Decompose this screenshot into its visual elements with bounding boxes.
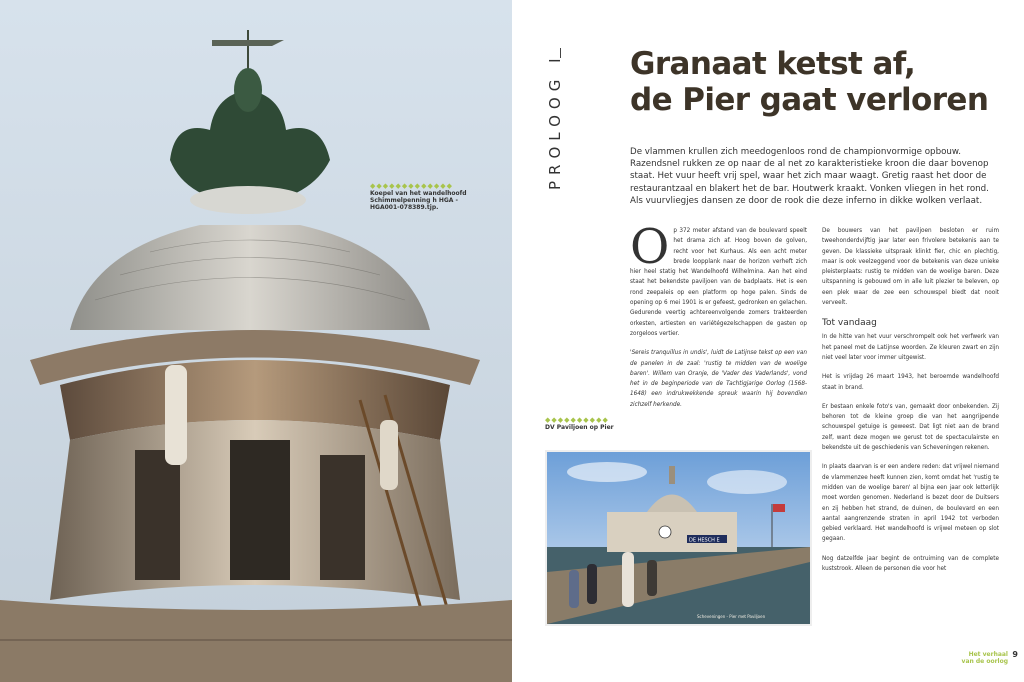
paragraph: Op 372 meter afstand van de boulevard speelt het drama zich af. Hoog boven de golven, recht voor het Kurhaus. Als een acht meter brede loopplank naar de horizon verheft zich hier heel statig het Wandelhoofd Wilhelmina. Aan het eind staat het bekendste paviljoen van de badplaats. Het is een rond zeepaleis op een platform op hoge palen. Sinds de opening op 6 mei 1901 is er gefeest, gedronken en gelachen. Gedurende veertig achtereenvolgende zomers trakteerden orkesten, artiesten en variétégezelschappen de gasten op zorgeloos vertier.: [630, 219, 807, 337]
paragraph: In de hitte van het vuur verschrompelt ook het verfwerk van het paneel met de Latijnse woorden. Ze kleuren zwart en zijn niet veel later voor immer uitgewist.: [822, 334, 999, 361]
pavilion: [607, 512, 737, 552]
crown-base: [190, 186, 306, 214]
person: [647, 560, 657, 596]
postcard-imprint: Scheveningen - Pier met Paviljoen: [697, 614, 766, 619]
paragraph: Er bestaan enkele foto's van, gemaakt door onbekenden. Zij behoren tot de kleine groep die van het aangrijpende schouwspel getuige is geweest. Dat ligt niet aan de brand zelf, want deze mogen we gerust tot de spectaculairste en bekendste uit de geschiedenis van Scheveningen rekenen.: [822, 403, 999, 452]
window-center: [230, 440, 290, 580]
paragraph: In plaats daarvan is er een andere reden: dat vrijwel niemand de vlammenzee heeft kunnen zien, komt omdat het 'rustig te midden van de woelige baren' al bijna een jaar ook letterlijk moet worden genomen. Nederland is bezet door de Duitsers en zij hebben het strand, de duinen, de boulevard en een aantal aangrenzende straten in april 1942 tot verboden gebied verklaard. Het wandelhoofd is vrijwel meteen op slot gegaan.: [822, 464, 999, 543]
window-right: [320, 455, 365, 580]
pier-postcard: [545, 450, 812, 626]
person: [569, 570, 579, 608]
cloud: [567, 462, 647, 482]
subheading: Tot vandaag: [822, 318, 877, 329]
dome-caption-text: Koepel van het wandelhoofd Schimmelpenning h HGA - HGA001-078389.tjp.: [370, 190, 467, 211]
footer-title-line-2: van de oorlog: [961, 658, 1008, 665]
text-column-2: [822, 226, 999, 583]
page-number: 9: [1012, 650, 1018, 659]
headline-line-2: de Pier gaat verloren: [630, 82, 989, 118]
cloud: [707, 470, 787, 494]
page-footer: [961, 650, 1018, 665]
text-column-1: [630, 219, 807, 419]
headline: [630, 46, 1000, 118]
weather-vane: [212, 40, 284, 46]
drop-cap: O: [630, 219, 670, 275]
lead-paragraph: De vlammen krullen zich meedogenloos rond de championvormige opbouw. Razendsnel rukken ze op naar de al net zo karakteristieke kroon die daar bovenop staat. Het vuur heeft vrij spel, waar het zich maar waagt. Gretig raast het door de restaurantzaal en blakert het de bar. Houtwerk kraakt. Vonken vliegen in het rond. Als vuurvliegjes dansen ze door de rook die deze inferno in dikke wolken verlaat.: [630, 147, 989, 206]
roof-deck: [0, 600, 512, 682]
footer-title-line-1: Het verhaal: [968, 651, 1008, 658]
paragraph: De bouwers van het paviljoen besloten er ruim tweehonderdvijftig jaar later een frivolere betekenis aan te geven. De klassieke uitspraak klinkt fier, chic en plechtig, maar is ook veelzeggend voor de betekenis van deze unieke pleisterplaats: rustig te midden van de woelige baren. Deze uitspanning is gebouwd om in alle luit plezier te beleven, op een plek waar de zee een schouwspel biedt dat nooit verveelt.: [822, 228, 999, 307]
paragraph: Het is vrijdag 26 maart 1943, het beroemde wandelhoofd staat in brand.: [822, 374, 999, 391]
pier-photo: [547, 452, 810, 624]
caption-dots: ◆◆◆◆◆◆◆◆◆◆◆◆◆: [370, 182, 453, 190]
worker-left: [165, 365, 187, 465]
clock-icon: [659, 526, 671, 538]
postcard-caption-text: DV Paviljoen op Pier: [545, 424, 614, 431]
crown-top: [234, 68, 262, 112]
postcard-caption: [545, 417, 620, 431]
dome-caption: [370, 183, 470, 211]
person: [622, 552, 634, 607]
section-label: PROLOOG I: [546, 52, 564, 190]
pavilion-sign-text: DE HESCH E: [689, 537, 720, 544]
headline-line-1: Granaat ketst af,: [630, 46, 916, 82]
pavilion-dome: [647, 495, 697, 513]
paragraph: Nog datzelfde jaar begint de ontruiming van de complete kuststrook. Alleen de personen die voor het: [822, 555, 999, 573]
pavilion-crown: [669, 466, 675, 484]
window-left: [135, 450, 180, 580]
person: [587, 564, 597, 604]
caption-dots: ◆◆◆◆◆◆◆◆◆◆: [545, 416, 609, 424]
paragraph: 'Sereis tranquillus in undis', luidt de Latijnse tekst op een van de panelen in de zaal: 'rustig te midden van de woelige baren'. Willem van Oranje, de 'Vader des Vaderlands', vond het in de beginperiode van de Tachtigjarige Oorlog (1568-1648) een indrukwekkende spreuk waarin hij bovendien zichzelf herkende.: [630, 350, 807, 408]
flag: [773, 504, 785, 512]
worker-right: [380, 420, 398, 490]
